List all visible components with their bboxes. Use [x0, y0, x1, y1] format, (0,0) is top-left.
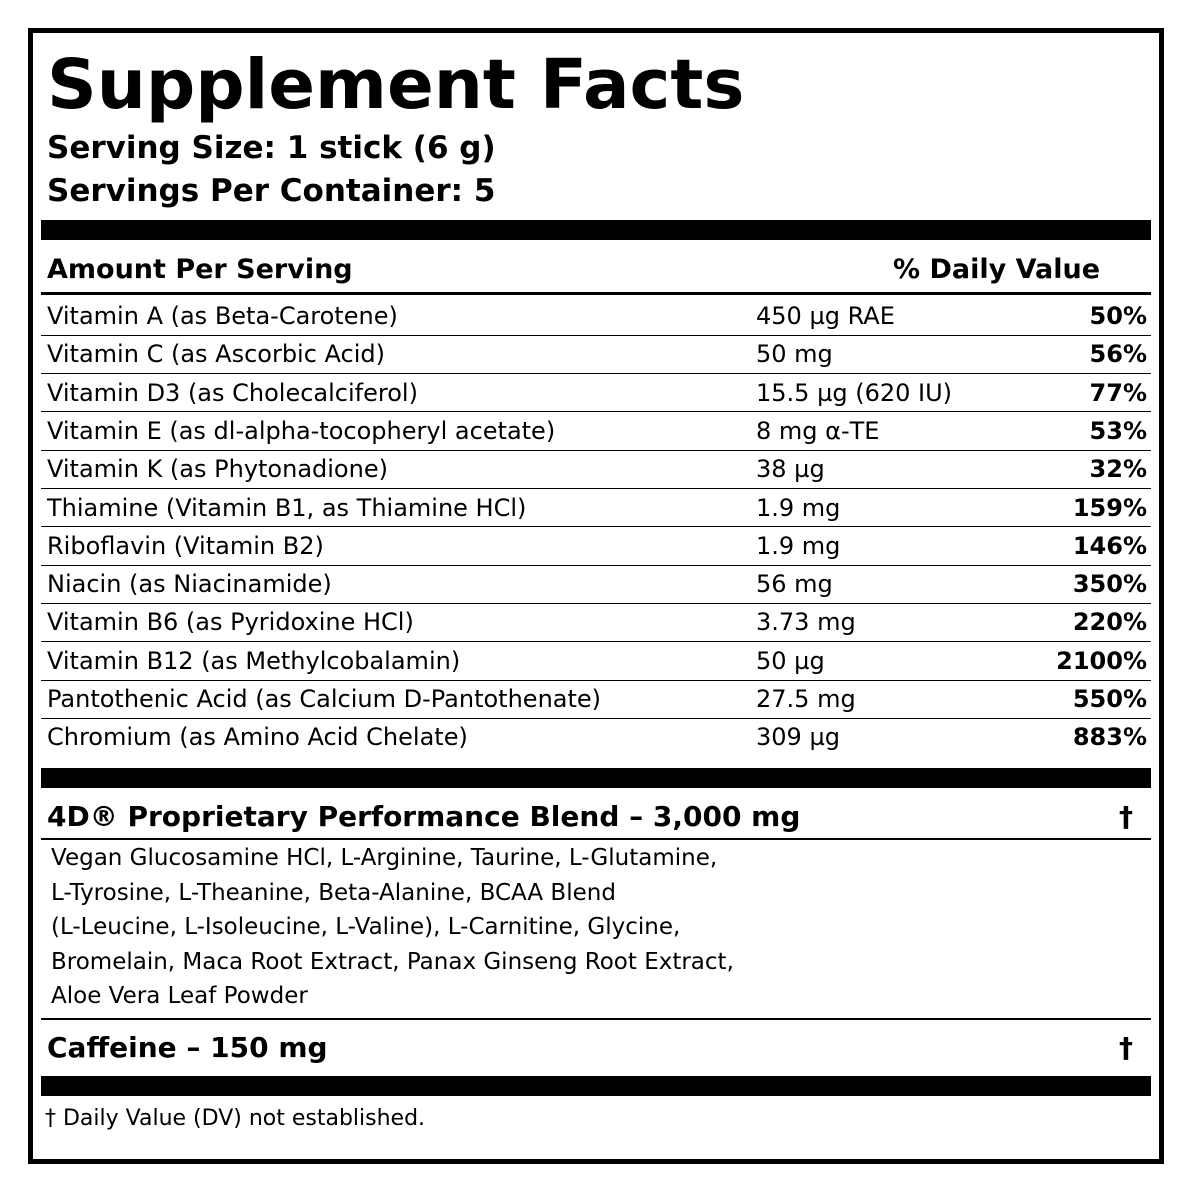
nutrient-daily-value: 2100%: [1056, 646, 1147, 675]
nutrient-row: [41, 489, 1151, 527]
blend-divider: [41, 838, 1151, 840]
nutrient-row: [41, 718, 1151, 756]
nutrient-amount: 50 µg: [756, 646, 825, 675]
blend-line: (L-Leucine, L-Isoleucine, L-Valine), L-Carnitine, Glycine,: [51, 914, 681, 940]
nutrient-amount: 1.9 mg: [756, 531, 841, 560]
nutrient-name: Vitamin C (as Ascorbic Acid): [47, 340, 386, 369]
amount-per-serving-header: Amount Per Serving: [47, 254, 353, 285]
nutrient-name: Vitamin K (as Phytonadione): [47, 455, 388, 484]
nutrient-amount: 38 µg: [756, 455, 825, 484]
blend-line: Aloe Vera Leaf Powder: [51, 983, 308, 1009]
servings-per-container: Servings Per Container: 5: [47, 173, 496, 209]
blend-dagger: †: [1119, 800, 1133, 833]
nutrient-amount: 450 µg RAE: [756, 302, 895, 330]
thick-divider-middle: [41, 768, 1151, 788]
nutrient-amount: 56 mg: [756, 570, 833, 599]
nutrient-daily-value: 550%: [1072, 685, 1147, 713]
thick-divider-bottom: [41, 1076, 1151, 1096]
nutrient-daily-value: 32%: [1089, 455, 1147, 484]
nutrient-amount: 50 mg: [756, 340, 833, 369]
nutrient-name: Vitamin B6 (as Pyridoxine HCl): [47, 608, 414, 637]
caffeine-dagger: †: [1119, 1031, 1133, 1064]
nutrient-name: Vitamin B12 (as Methylcobalamin): [47, 646, 461, 675]
nutrient-daily-value: 53%: [1089, 416, 1147, 445]
nutrient-amount: 15.5 µg (620 IU): [756, 378, 953, 407]
caffeine-divider: [41, 1018, 1151, 1020]
blend-title: 4D® Proprietary Performance Blend – 3,000 mg: [47, 800, 801, 833]
daily-value-header: % Daily Value: [893, 254, 1101, 285]
nutrient-daily-value: 159%: [1072, 493, 1147, 522]
nutrient-daily-value: 56%: [1089, 340, 1147, 369]
blend-ingredients: [51, 841, 811, 1014]
nutrient-daily-value: 50%: [1089, 302, 1147, 330]
nutrient-amount: 309 µg: [756, 723, 840, 752]
nutrient-row: [41, 680, 1151, 718]
nutrient-name: Vitamin A (as Beta-Carotene): [47, 302, 398, 330]
nutrient-daily-value: 883%: [1072, 723, 1147, 752]
nutrient-daily-value: 220%: [1072, 608, 1147, 637]
nutrient-name: Pantothenic Acid (as Calcium D-Pantothenate): [47, 685, 602, 713]
blend-line: Bromelain, Maca Root Extract, Panax Ginseng Root Extract,: [51, 948, 734, 975]
nutrient-name: Chromium (as Amino Acid Chelate): [47, 723, 468, 752]
footnote: † Daily Value (DV) not established.: [45, 1106, 426, 1131]
nutrient-row: [41, 565, 1151, 603]
nutrient-name: Vitamin E (as dl-alpha-tocopheryl acetate): [47, 416, 556, 445]
nutrient-row: [41, 335, 1151, 373]
nutrient-name: Thiamine (Vitamin B1, as Thiamine HCl): [47, 493, 527, 522]
nutrient-row: [41, 450, 1151, 488]
supplement-facts-panel: [28, 28, 1164, 1164]
header-divider: [41, 292, 1151, 295]
nutrient-amount: 1.9 mg: [756, 493, 841, 522]
nutrient-row: [41, 603, 1151, 641]
nutrient-name: Vitamin D3 (as Cholecalciferol): [47, 378, 418, 407]
nutrient-row: [41, 412, 1151, 450]
nutrient-row: [41, 642, 1151, 680]
nutrient-row: [41, 527, 1151, 565]
nutrient-daily-value: 350%: [1072, 570, 1147, 599]
nutrient-daily-value: 77%: [1089, 378, 1147, 407]
nutrient-row: [41, 297, 1151, 335]
nutrient-name: Niacin (as Niacinamide): [47, 570, 332, 599]
nutrient-amount: 8 mg α-TE: [756, 416, 880, 445]
nutrient-amount: 3.73 mg: [756, 608, 856, 637]
blend-line: L-Tyrosine, L-Theanine, Beta-Alanine, BCAA Blend: [51, 879, 616, 906]
nutrient-row: [41, 374, 1151, 412]
nutrient-name: Riboflavin (Vitamin B2): [47, 531, 324, 560]
nutrient-daily-value: 146%: [1072, 531, 1147, 560]
serving-size: Serving Size: 1 stick (6 g): [47, 130, 496, 166]
caffeine-title: Caffeine – 150 mg: [47, 1031, 328, 1064]
nutrient-amount: 27.5 mg: [756, 685, 856, 713]
thick-divider-top: [41, 220, 1151, 240]
panel-title: Supplement Facts: [47, 45, 745, 125]
blend-line: Vegan Glucosamine HCl, L-Arginine, Taurine, L-Glutamine,: [51, 845, 718, 871]
